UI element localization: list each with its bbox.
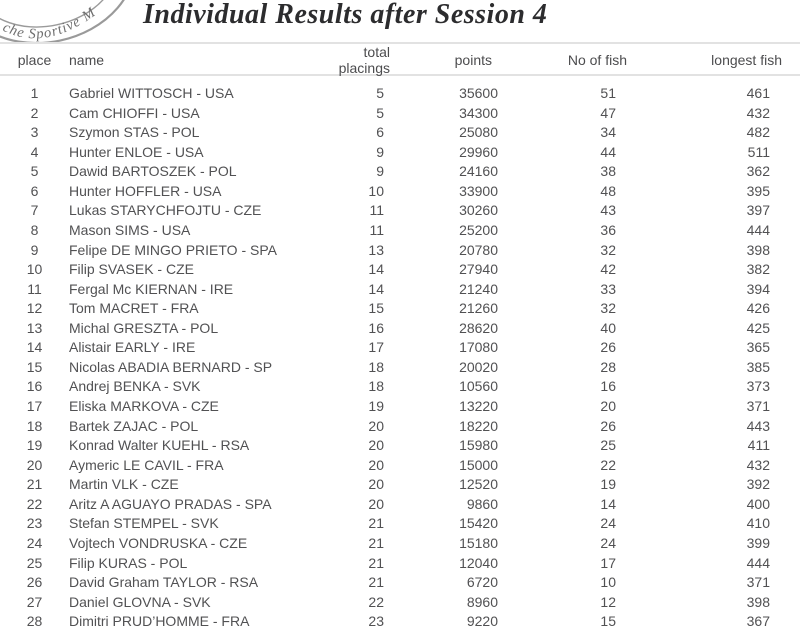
cell-longest: 373: [746, 378, 770, 395]
cell-place: 26: [26, 574, 43, 591]
cell-placings: 21: [368, 554, 384, 571]
cell-points: 25200: [459, 221, 498, 238]
cell-fish: 32: [600, 241, 616, 258]
cell-name: Felipe DE MINGO PRIETO - SPA: [69, 241, 277, 258]
cell-points: 9220: [466, 613, 498, 630]
cell-longest: 411: [747, 437, 770, 454]
cell-longest: 410: [746, 515, 770, 532]
cell-place: 13: [26, 319, 43, 336]
col-header-place: place: [17, 52, 52, 68]
cell-fish: 24: [600, 515, 616, 532]
cell-fish: 20: [600, 398, 616, 414]
federation-stamp-logo: [0, 0, 142, 48]
table-row: [0, 554, 800, 574]
cell-longest: 432: [746, 104, 770, 121]
cell-placings: 11: [369, 202, 384, 219]
cell-placings: 5: [376, 104, 384, 121]
cell-placings: 13: [368, 241, 384, 258]
cell-placings: 19: [368, 398, 384, 414]
cell-longest: 461: [746, 85, 770, 101]
table-row: [0, 299, 800, 319]
cell-name: Michal GRESZTA - POL: [69, 319, 219, 336]
cell-longest: 362: [746, 163, 770, 180]
cell-name: Cam CHIOFFI - USA: [69, 104, 200, 121]
col-header-no-of-fish: No of fish: [567, 52, 627, 68]
col-header-name: name: [69, 52, 105, 68]
cell-placings: 11: [369, 221, 384, 238]
cell-place: 27: [26, 593, 43, 610]
table-row: [0, 436, 800, 456]
cell-place: 18: [26, 417, 43, 434]
cell-points: 15000: [459, 456, 498, 473]
cell-fish: 32: [600, 300, 616, 317]
table-row: [0, 456, 800, 476]
cell-placings: 14: [368, 261, 384, 278]
cell-points: 12040: [459, 554, 498, 571]
cell-name: Konrad Walter KUEHL - RSA: [69, 437, 250, 454]
cell-points: 25080: [459, 124, 498, 141]
cell-longest: 392: [746, 476, 770, 493]
cell-fish: 47: [600, 104, 616, 121]
table-row: [0, 241, 800, 261]
cell-name: Bartek ZAJAC - POL: [69, 417, 199, 434]
cell-placings: 20: [368, 495, 384, 512]
cell-fish: 22: [600, 456, 616, 473]
cell-place: 3: [30, 124, 39, 141]
cell-points: 29960: [459, 143, 498, 160]
results-table-body: [0, 76, 800, 632]
cell-place: 4: [30, 143, 39, 160]
table-row: [0, 593, 800, 613]
table-row: [0, 495, 800, 515]
cell-points: 15420: [459, 515, 498, 532]
cell-points: 27940: [459, 261, 498, 278]
table-row: [0, 475, 800, 495]
cell-placings: 23: [368, 613, 384, 630]
cell-place: 22: [26, 495, 43, 512]
table-row: [0, 104, 800, 124]
cell-placings: 10: [368, 182, 384, 199]
cell-name: Stefan STEMPEL - SVK: [69, 515, 219, 532]
table-row: [0, 280, 800, 300]
cell-longest: 398: [746, 241, 770, 258]
cell-place: 7: [30, 202, 39, 219]
cell-points: 18220: [459, 417, 498, 434]
cell-placings: 21: [368, 534, 384, 551]
cell-place: 17: [26, 398, 43, 414]
cell-place: 8: [30, 221, 39, 238]
cell-fish: 34: [600, 124, 616, 141]
cell-longest: 365: [746, 339, 770, 356]
table-row: [0, 417, 800, 437]
cell-name: Nicolas ABADIA BERNARD - SP: [69, 358, 273, 375]
cell-name: Szymon STAS - POL: [69, 124, 200, 141]
table-row: [0, 221, 800, 241]
cell-points: 33900: [459, 182, 498, 199]
cell-fish: 36: [600, 221, 616, 238]
cell-placings: 20: [368, 437, 384, 454]
cell-fish: 10: [600, 574, 616, 591]
table-row: [0, 338, 800, 358]
table-row: [0, 573, 800, 593]
cell-fish: 48: [600, 182, 616, 199]
cell-fish: 44: [600, 143, 616, 160]
cell-points: 20020: [459, 358, 498, 375]
col-header-points: points: [454, 52, 492, 68]
cell-place: 21: [26, 476, 43, 493]
table-row: [0, 358, 800, 378]
table-row: [0, 397, 800, 417]
cell-placings: 16: [368, 319, 384, 336]
cell-name: Martin VLK - CZE: [69, 476, 179, 493]
cell-placings: 6: [376, 124, 384, 141]
cell-place: 24: [26, 534, 43, 551]
cell-name: Dimitri PRUD’HOMME - FRA: [69, 613, 250, 630]
cell-place: 28: [26, 613, 43, 630]
cell-points: 15180: [459, 534, 498, 551]
cell-placings: 18: [368, 358, 384, 375]
cell-points: 28620: [459, 319, 498, 336]
table-row: [0, 612, 800, 632]
cell-name: Dawid BARTOSZEK - POL: [69, 163, 237, 180]
cell-points: 6720: [466, 574, 498, 591]
cell-placings: 9: [376, 163, 384, 180]
stamp-curved-text: che Sportive M: [0, 4, 100, 43]
cell-place: 25: [26, 554, 43, 571]
cell-longest: 394: [746, 280, 770, 297]
cell-points: 15980: [459, 437, 498, 454]
cell-fish: 19: [600, 476, 616, 493]
cell-name: Fergal Mc KIERNAN - IRE: [69, 280, 234, 297]
cell-points: 13220: [459, 398, 498, 414]
cell-placings: 18: [368, 378, 384, 395]
table-row: [0, 260, 800, 280]
table-row: [0, 162, 800, 182]
cell-longest: 398: [746, 593, 770, 610]
cell-fish: 38: [600, 163, 616, 180]
table-row: [0, 123, 800, 143]
cell-fish: 28: [600, 358, 616, 375]
cell-name: Daniel GLOVNA - SVK: [69, 593, 211, 610]
cell-place: 10: [26, 261, 43, 278]
cell-placings: 21: [368, 574, 384, 591]
cell-place: 20: [26, 456, 43, 473]
cell-fish: 40: [600, 319, 616, 336]
cell-place: 11: [27, 280, 42, 297]
cell-placings: 15: [368, 300, 384, 317]
cell-longest: 397: [746, 202, 770, 219]
cell-placings: 22: [368, 593, 384, 610]
cell-longest: 382: [746, 261, 770, 278]
cell-longest: 432: [746, 456, 770, 473]
cell-place: 19: [26, 437, 43, 454]
cell-placings: 20: [368, 456, 384, 473]
cell-place: 2: [30, 104, 39, 121]
cell-points: 30260: [459, 202, 498, 219]
cell-longest: 385: [746, 358, 770, 375]
cell-place: 12: [26, 300, 43, 317]
cell-points: 9860: [466, 495, 498, 512]
cell-fish: 43: [600, 202, 616, 219]
cell-longest: 482: [746, 124, 770, 141]
cell-placings: 14: [368, 280, 384, 297]
cell-points: 8960: [466, 593, 498, 610]
cell-fish: 25: [600, 437, 616, 454]
cell-name: Lukas STARYCHFOJTU - CZE: [69, 202, 262, 219]
cell-fish: 14: [600, 495, 616, 512]
cell-fish: 17: [600, 554, 616, 571]
cell-points: 21260: [459, 300, 498, 317]
table-row: [0, 201, 800, 221]
col-header-total-placings: total placings: [338, 44, 390, 76]
cell-name: Aritz A AGUAYO PRADAS - SPA: [69, 495, 272, 512]
cell-name: David Graham TAYLOR - RSA: [69, 574, 259, 591]
cell-longest: 511: [747, 143, 770, 160]
cell-longest: 444: [746, 554, 770, 571]
cell-fish: 16: [600, 378, 616, 395]
cell-placings: 9: [376, 143, 384, 160]
table-row: [0, 182, 800, 202]
cell-points: 34300: [459, 104, 498, 121]
table-row: [0, 377, 800, 397]
cell-longest: 425: [746, 319, 770, 336]
cell-points: 24160: [459, 163, 498, 180]
cell-name: Filip KURAS - POL: [69, 554, 188, 571]
cell-name: Eliska MARKOVA - CZE: [69, 398, 219, 414]
cell-points: 10560: [459, 378, 498, 395]
cell-name: Mason SIMS - USA: [69, 221, 191, 238]
cell-place: 16: [26, 378, 43, 395]
cell-place: 5: [30, 163, 39, 180]
cell-placings: 17: [368, 339, 384, 356]
cell-points: 20780: [459, 241, 498, 258]
cell-points: 35600: [459, 85, 498, 101]
cell-longest: 400: [746, 495, 770, 512]
cell-placings: 5: [376, 85, 384, 101]
table-header-row: [0, 42, 800, 76]
cell-name: Andrej BENKA - SVK: [69, 378, 201, 395]
cell-placings: 20: [368, 476, 384, 493]
cell-fish: 15: [600, 613, 616, 630]
table-row: [0, 143, 800, 163]
page-title: Individual Results after Session 4: [143, 0, 548, 30]
table-row: [0, 84, 800, 104]
cell-longest: 371: [746, 574, 770, 591]
cell-name: Vojtech VONDRUSKA - CZE: [69, 534, 248, 551]
cell-name: Hunter HOFFLER - USA: [69, 182, 222, 199]
cell-name: Gabriel WITTOSCH - USA: [69, 85, 234, 101]
table-row: [0, 514, 800, 534]
cell-fish: 12: [600, 593, 616, 610]
cell-longest: 443: [746, 417, 770, 434]
table-row: [0, 319, 800, 339]
cell-place: 23: [26, 515, 43, 532]
cell-name: Filip SVASEK - CZE: [69, 261, 194, 278]
cell-longest: 399: [746, 534, 770, 551]
cell-place: 14: [26, 339, 43, 356]
cell-place: 15: [26, 358, 43, 375]
cell-place: 9: [30, 241, 39, 258]
cell-fish: 33: [600, 280, 616, 297]
cell-longest: 444: [746, 221, 770, 238]
cell-longest: 367: [746, 613, 770, 630]
cell-name: Aymeric LE CAVIL - FRA: [69, 456, 224, 473]
cell-place: 1: [30, 85, 39, 101]
cell-placings: 21: [368, 515, 384, 532]
cell-name: Alistair EARLY - IRE: [69, 339, 196, 356]
cell-fish: 51: [600, 85, 616, 101]
cell-longest: 371: [746, 398, 770, 414]
cell-points: 17080: [459, 339, 498, 356]
cell-place: 6: [30, 182, 39, 199]
cell-name: Hunter ENLOE - USA: [69, 143, 204, 160]
cell-fish: 26: [600, 339, 616, 356]
cell-fish: 26: [600, 417, 616, 434]
cell-points: 12520: [459, 476, 498, 493]
cell-longest: 395: [746, 182, 770, 199]
cell-placings: 20: [368, 417, 384, 434]
cell-fish: 24: [600, 534, 616, 551]
cell-fish: 42: [600, 261, 616, 278]
cell-longest: 426: [746, 300, 770, 317]
svg-text:che Sportive M: [0, 4, 99, 42]
cell-name: Tom MACRET - FRA: [69, 300, 199, 317]
table-row: [0, 534, 800, 554]
cell-points: 21240: [459, 280, 498, 297]
col-header-longest-fish: longest fish: [711, 52, 782, 68]
